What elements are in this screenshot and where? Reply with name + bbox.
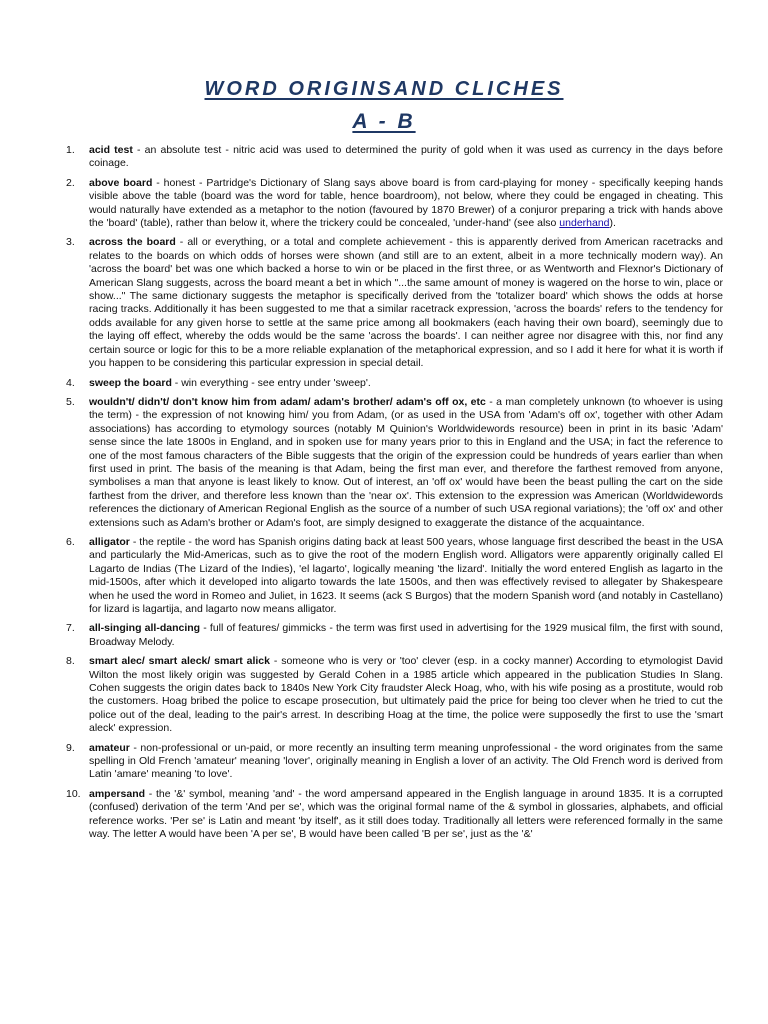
entry-body [89,236,723,370]
entry-text: - win everything - see entry under 'sweep'. [171,376,371,389]
entry-text: - the reptile - the word has Spanish origins dating back at least 500 years, whose language first described the beast in the USA and particularly the Mid-Americas, such as to give the root of the modern English word. Alligators were apparently originally called El Lagarto de Indias (The Lizard of the Indies), 'el lagarto', logically meaning 'the lizard'. Initially the word entered English as lagarto in the mid-1500s, after which it developed into aligarto towards the late 1500s, and then was effectively revised to allegater by Shakespeare when he used the word in Romeo and Juliet, in 1623. It seems (ack S Burgos) that the modern Spanish word (and notably in Castellano) for lizard is lagartija, and lagarto now means alligator. [89,535,723,615]
list-item [0,177,768,231]
list-item [0,144,768,171]
entry-term: all-singing all-dancing [89,622,201,635]
entry-number: 1. [66,144,75,156]
entry-text: - non-professional or un-paid, or more recently an insulting term meaning unprofessional - the word originates from the same spelling in Old French 'amateur' meaning 'lover', originally meaning in English a lover of an activity. The Old French word is derived from Latin 'amare' meaning 'to love'. [89,741,723,781]
entry-body [89,788,723,842]
entry-body [89,622,723,649]
entry-text: - full of features/ gimmicks - the term was first used in advertising for the 1929 musical film, the first with sound, Broadway Melody. [89,622,723,648]
entry-text: - an absolute test - nitric acid was used to determined the purity of gold when it was used as currency in the days before coinage. [89,144,723,170]
entry-list [0,144,768,848]
list-item [0,742,768,782]
list-item [0,788,768,842]
list-item [0,622,768,649]
entry-number: 4. [66,376,75,389]
entry-term: sweep the board [89,376,172,389]
entry-text: - the '&' symbol, meaning 'and' - the word ampersand appeared in the English language in around 1835. It is a corrupted (confused) derivation of the term 'And per se', which was the original formal name of the & symbol in glossaries, alphabets, and official reference works. 'Per se' is Latin and meant 'by itself', as it still does today. Traditionally all letters were referenced formally in the same way. The letter A would have been 'A per se', B would have been called 'B per se', just as the '&' [89,787,723,841]
entry-number: 5. [66,395,75,408]
entry-term: above board [89,176,153,189]
page-title: WORD ORIGINSAND CLICHES [204,78,564,100]
page-subtitle: A - B [352,110,416,133]
entry-term: smart alec/ smart aleck/ smart alick [89,655,270,668]
entry-term: ampersand [89,787,146,800]
list-item [0,655,768,735]
entry-number: 9. [66,741,75,754]
list-item [0,377,768,390]
entry-body [89,144,723,171]
entry-body [89,742,723,782]
entry-text: - someone who is very or 'too' clever (esp. in a cocky manner) According to etymologist David Wilton the most likely origin was suggested by Gerald Cohen in a 1985 article which appeared in the publication Studies In Slang. Cohen suggests the origin dates back to 1840s New York City fraudster Aleck Hoag, who, with his wife posing as a prostitute, would rob the customers. Hoag bribed the police to escape prosecution, but ultimately paid the price for being too clever when he tried to cut the police out of the deal, leading to the pair's arrest. In describing Hoag at the time, the police were supposedly the first to use the 'smart aleck' expression. [89,655,723,735]
entry-number: 2. [66,176,75,189]
entry-number: 10. [66,787,81,800]
entry-body [89,655,723,735]
entry-text-after: ). [609,217,616,230]
entry-number: 6. [66,535,75,548]
list-item [0,396,768,530]
entry-term: across the board [89,236,176,249]
entry-term: wouldn't/ didn't/ don't know him from adam/ adam's brother/ adam's off ox, etc [89,395,486,408]
entry-text: - honest - Partridge's Dictionary of Slang says above board is from card-playing for money - specifically keeping hands visible above the table (board was the word for table, hence boardroom), not below, where they could be engaged in cheating. This would naturally have extended as a metaphor to the notion (favoured by 1870 Brewer) of a conjuror preparing a trick with hands above the 'board' (table), rather than below it, where the trickery could be concealed, 'under-hand' (see also [89,176,724,230]
entry-number: 7. [66,622,75,635]
entry-body [89,396,723,530]
list-item [0,536,768,616]
entry-number: 3. [66,236,75,249]
list-item [0,236,768,370]
entry-term: amateur [89,741,130,754]
entry-term: alligator [89,535,130,548]
entry-body [89,536,723,616]
entry-text: - a man completely unknown (to whoever is using the term) - the expression of not knowing him/ you from Adam, (or as used in the USA from 'Adam's off ox', together with other Adam associations) has according to etymology sources (notably M Quinion's Worldwidewords resource) been in print in its basic 'Adam' sense since the late 1800s in England, and in spoken use for many years prior to this in England and the USA; in fact the reference to one of the most famous characters of the Bible suggests that the origin of the expression could be hundreds of years earlier than when first used in print. The basis of the meaning is that Adam, being the first man ever, and therefore the farthest removed from anyone, symbolises a man that anyone is least likely to know. Out of interest, an 'off ox' would have been the beast pulling the cart on the side farthest from the driver, and therefore less known than the 'near ox'. This extension to the expression was American (Worldwidewords references the dictionary of American Regional English as the source of a number of such USA regional variations); the 'off ox' and other extensions such as Adam's brother or Adam's foot, are simply designed to exaggerate the distance of the acquaintance. [89,395,723,529]
entry-number: 8. [66,655,75,668]
entry-body [89,377,723,390]
entry-body [89,177,723,231]
underhand-link[interactable]: underhand [559,217,610,230]
entry-term: acid test [89,144,133,156]
entry-text: - all or everything, or a total and complete achievement - this is apparently derived from American racetracks and relates to the boards on which odds of horses were shown (and still are to an extent, albeit in a more technically modern way). An 'across the board' bet was one which backed a horse to win or be placed in the first three, or as Wentworth and Flexnor's Dictionary of American Slang suggests, across the board meant a bet in which "...the same amount of money is wagered on the horse to win, place or show..." The same dictionary suggests the metaphor is specifically derived from the 'totalizer board' which shows the odds at horse racing tracks. Additionally it has been suggested to me that a similar racetrack expression, 'across the boards' refers to the tendency for odds available for any given horse to settle at the same price among all bookmakers (each having their own board), seemingly due to the laying off effect, whereby the odds would be the same 'across the boards'. I can neither agree nor disagree with this, nor find any certain source or logic for this to be a more reliable explanation of the metaphorical expression, and so I add it here for what it is worth if you happen to be considering this particular expression in special detail. [89,236,723,370]
